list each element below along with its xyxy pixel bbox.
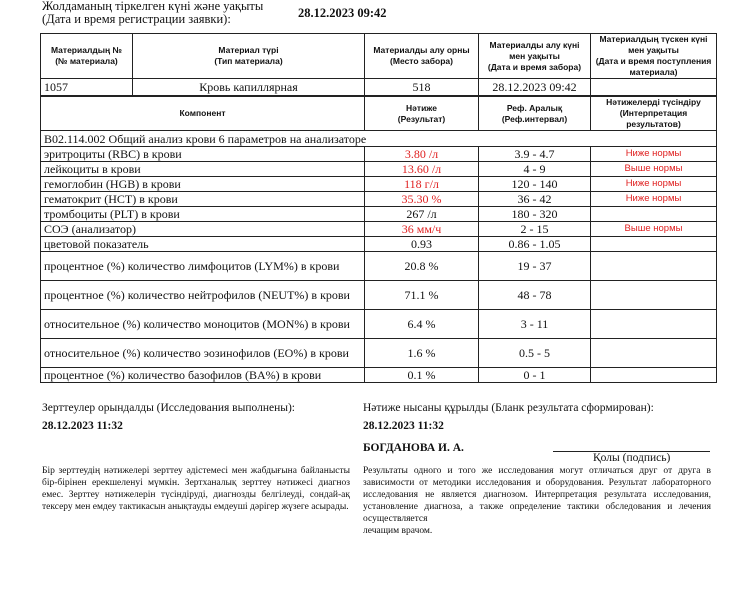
result-value: 13.60 /л	[365, 162, 479, 177]
material-data-row	[41, 79, 717, 96]
material-collected-header: Материалды алу күні мен уақыты (Дата и время забора)	[479, 34, 591, 79]
table-row	[41, 222, 717, 237]
performed-datetime: 28.12.2023 11:32	[42, 420, 123, 432]
table-row	[41, 147, 717, 162]
component-name: тромбоциты (PLT) в крови	[41, 207, 365, 222]
interpretation: Выше нормы	[591, 222, 717, 237]
table-row	[41, 192, 717, 207]
blank-label: Нәтиже нысаны құрылды (Бланк результата сформирован):	[363, 402, 654, 414]
material-place-header: Материалды алу орны (Место забора)	[365, 34, 479, 79]
result-value: 6.4 %	[365, 310, 479, 339]
interpretation	[591, 281, 717, 310]
reference-range: 0.5 - 5	[479, 339, 591, 368]
component-name: эритроциты (RBC) в крови	[41, 147, 365, 162]
reference-range: 36 - 42	[479, 192, 591, 207]
component-name: СОЭ (анализатор)	[41, 222, 365, 237]
results-header-row	[41, 97, 717, 131]
interpretation	[591, 310, 717, 339]
material-type: Кровь капиллярная	[133, 79, 365, 96]
component-name: гемоглобин (HGB) в крови	[41, 177, 365, 192]
component-name: относительное (%) количество эозинофилов (EO%) в крови	[41, 339, 365, 368]
signature-label: Қолы (подпись)	[593, 452, 671, 464]
reference-range: 3 - 11	[479, 310, 591, 339]
component-name: относительное (%) количество моноцитов (MON%) в крови	[41, 310, 365, 339]
reference-range: 3.9 - 4.7	[479, 147, 591, 162]
table-row	[41, 237, 717, 252]
result-value: 3.80 /л	[365, 147, 479, 162]
disclaimer-ru: Результаты одного и того же исследования могут отличаться друг от друга в зависимости от методики исследования и оборудования. Результат лабораторного исследования не является диагнозом. Интерпретация результата исследования, установление диагноза, а также определение тактики обследования и лечения осуществляется	[363, 466, 711, 524]
material-collected: 28.12.2023 09:42	[479, 79, 591, 96]
result-value: 1.6 %	[365, 339, 479, 368]
ref-header: Реф. Аралық (Реф.интервал)	[479, 97, 591, 131]
reference-range: 0 - 1	[479, 368, 591, 383]
reference-range: 4 - 9	[479, 162, 591, 177]
result-value: 267 /л	[365, 207, 479, 222]
component-name: процентное (%) количество лимфоцитов (LYM%) в крови	[41, 252, 365, 281]
material-number-header: Материалдың № (№ материала)	[41, 34, 133, 79]
material-received-header: Материалдың түскен күні мен уақыты (Дата и время поступления материала)	[591, 34, 717, 79]
blank-datetime: 28.12.2023 11:32	[363, 420, 444, 432]
result-value: 20.8 %	[365, 252, 479, 281]
material-place: 518	[365, 79, 479, 96]
interpretation: Ниже нормы	[591, 177, 717, 192]
material-header-row	[41, 34, 717, 79]
registration-label	[42, 0, 263, 26]
result-value: 36 мм/ч	[365, 222, 479, 237]
component-name: процентное (%) количество базофилов (BA%) в крови	[41, 368, 365, 383]
disclaimer-ru-end: лечащим врачом.	[363, 526, 433, 536]
interpretation	[591, 207, 717, 222]
table-row	[41, 368, 717, 383]
registration-label-ru: (Дата и время регистрации заявки):	[42, 12, 231, 26]
table-row	[41, 207, 717, 222]
material-received	[591, 79, 717, 96]
test-group-title: B02.114.002 Общий анализ крови 6 параметров на анализаторе	[41, 131, 717, 147]
reference-range: 48 - 78	[479, 281, 591, 310]
interpretation: Ниже нормы	[591, 192, 717, 207]
interpretation	[591, 237, 717, 252]
interpretation: Выше нормы	[591, 162, 717, 177]
result-value: 35.30 %	[365, 192, 479, 207]
interpretation	[591, 339, 717, 368]
table-row	[41, 281, 717, 310]
registration-label-kz: Жолдаманың тіркелген күні және уақыты	[42, 0, 264, 13]
result-value: 71.1 %	[365, 281, 479, 310]
reference-range: 2 - 15	[479, 222, 591, 237]
interpretation	[591, 368, 717, 383]
reference-range: 19 - 37	[479, 252, 591, 281]
reference-range: 180 - 320	[479, 207, 591, 222]
component-name: лейкоциты в крови	[41, 162, 365, 177]
component-name: цветовой показатель	[41, 237, 365, 252]
result-value: 0.93	[365, 237, 479, 252]
result-header: Нәтиже (Результат)	[365, 97, 479, 131]
table-row	[41, 252, 717, 281]
registration-datetime: 28.12.2023 09:42	[298, 6, 387, 20]
table-row	[41, 162, 717, 177]
table-row	[41, 310, 717, 339]
table-row	[41, 339, 717, 368]
test-group-row	[41, 131, 717, 147]
doctor-name: БОГДАНОВА И. А.	[363, 442, 464, 454]
reference-range: 120 - 140	[479, 177, 591, 192]
results-table	[40, 96, 717, 383]
component-name: гематокрит (HCT) в крови	[41, 192, 365, 207]
component-header: Компонент	[41, 97, 365, 131]
material-table	[40, 33, 717, 96]
material-number: 1057	[41, 79, 133, 96]
result-value: 0.1 %	[365, 368, 479, 383]
component-name: процентное (%) количество нейтрофилов (NEUT%) в крови	[41, 281, 365, 310]
table-row	[41, 177, 717, 192]
disclaimer-kz: Бір зерттеудің нәтижелері зерттеу әдістемесі мен жабдығына байланысты бір-бірінен ерекшеленуі мүмкін. Зертханалық зерттеу нәтижесі диагноз емес. Зерттеу нәтижелерін түсіндіруді, диагнозды белгілеуді, сондай-ақ тексеру мен емдеу тактикасын анықтауды емдеуші дәрігер жүзеге асырады.	[42, 466, 350, 512]
interp-header: Нәтижелерді түсіндіру (Интерпретация результатов)	[591, 97, 717, 131]
material-type-header: Материал түрі (Тип материала)	[133, 34, 365, 79]
result-value: 118 г/л	[365, 177, 479, 192]
reference-range: 0.86 - 1.05	[479, 237, 591, 252]
performed-label: Зерттеулер орындалды (Исследования выполнены):	[42, 402, 295, 414]
interpretation: Ниже нормы	[591, 147, 717, 162]
interpretation	[591, 252, 717, 281]
